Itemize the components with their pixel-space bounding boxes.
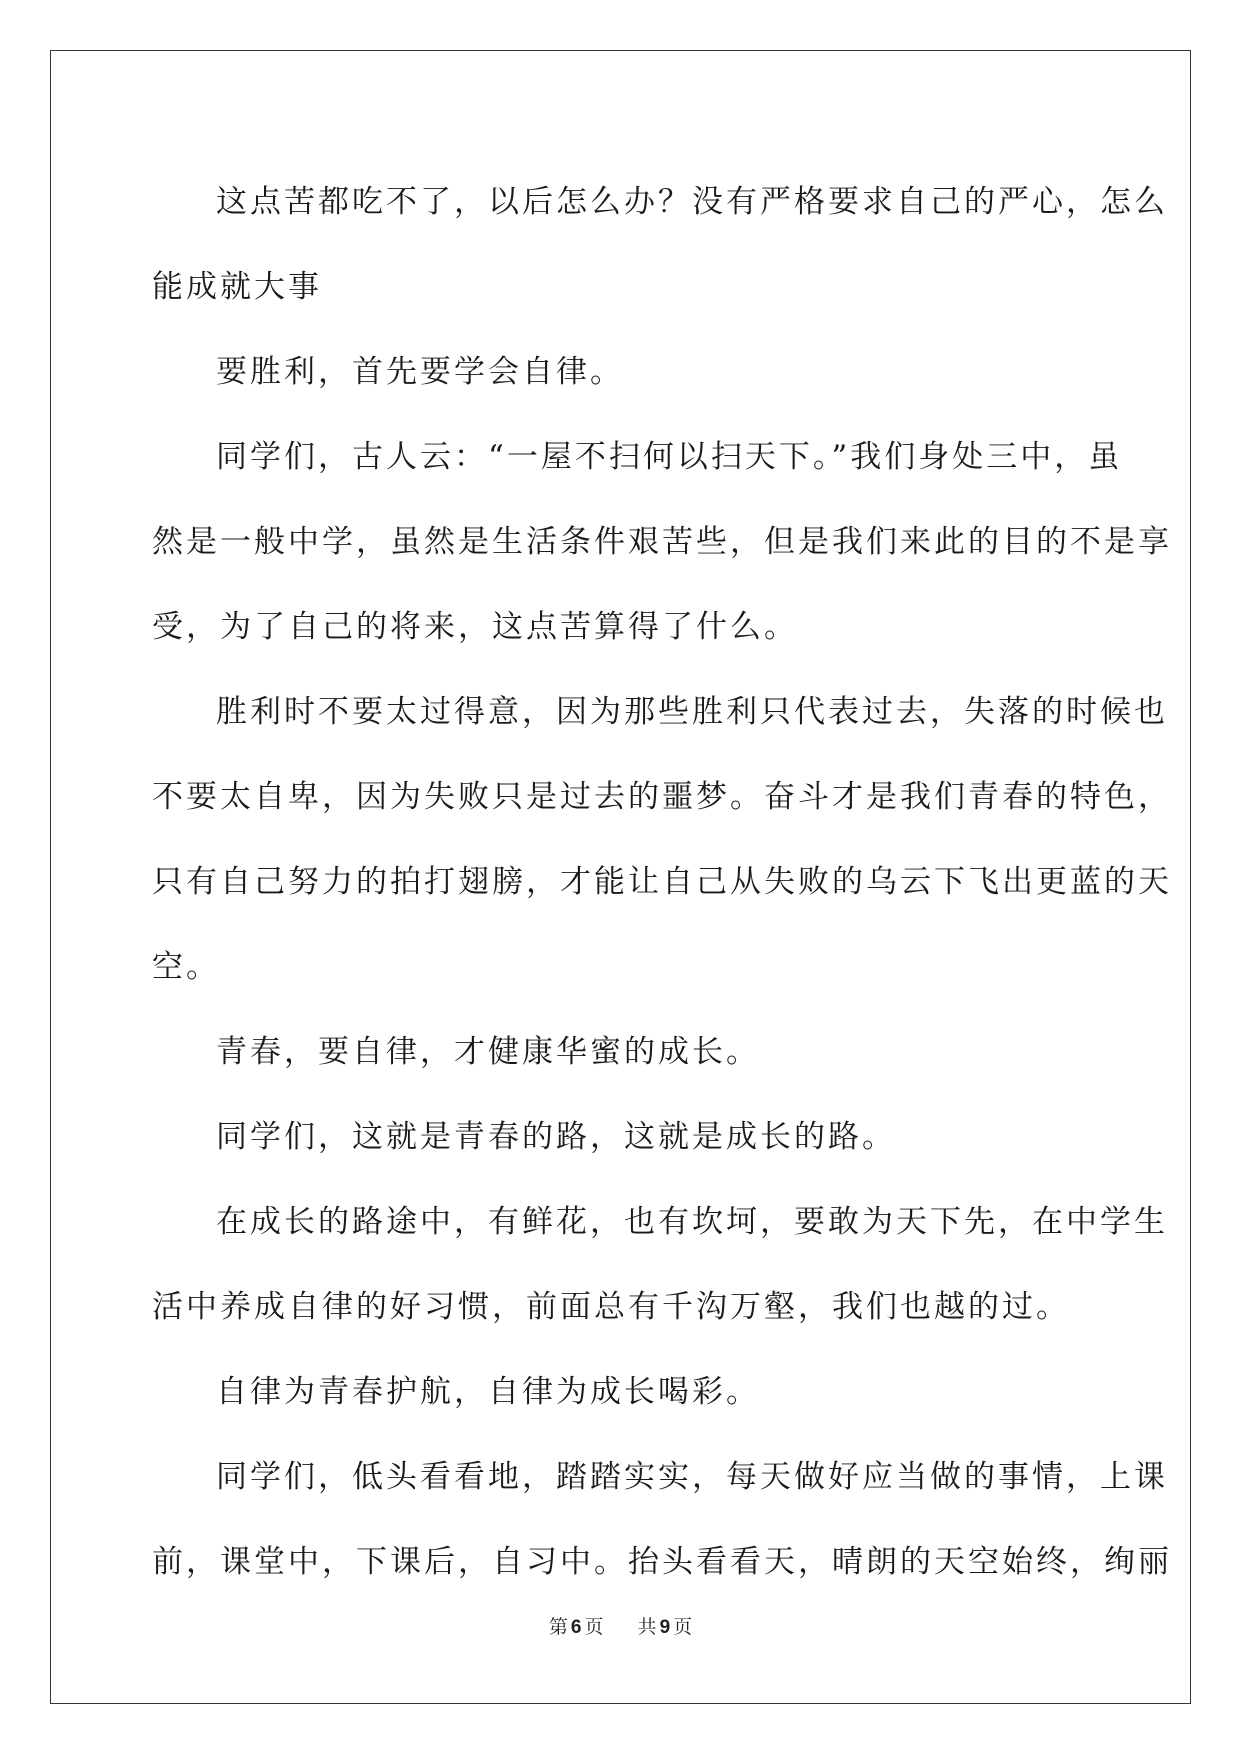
paragraph bbox=[152, 415, 1172, 670]
paragraph bbox=[152, 670, 1172, 1010]
total-prefix: 共 bbox=[637, 1616, 657, 1638]
text-line: 这点苦都吃不了，以后怎么办？没有严格要求自己的严心，怎么 bbox=[216, 184, 1168, 220]
text-line: 同学们，古人云：“一屋不扫何以扫天下。”我们身处三中，虽 bbox=[216, 439, 1123, 475]
text-line: 同学们，低头看看地，踏踏实实，每天做好应当做的事情，上课 bbox=[216, 1459, 1168, 1495]
page-suffix: 页 bbox=[584, 1616, 604, 1638]
page-footer bbox=[0, 1612, 1241, 1639]
text-line: 受，为了自己的将来，这点苦算得了什么。 bbox=[152, 609, 798, 645]
text-line: 在成长的路途中，有鲜花，也有坎坷，要敢为天下先，在中学生 bbox=[216, 1204, 1168, 1240]
paragraph bbox=[152, 1095, 1092, 1180]
text-line: 前，课堂中，下课后，自习中。抬头看看天，晴朗的天空始终，绚丽 bbox=[152, 1544, 1172, 1580]
text-line: 只有自己努力的拍打翅膀，才能让自己从失败的乌云下飞出更蓝的天 bbox=[152, 864, 1172, 900]
page-total-label bbox=[638, 1616, 693, 1638]
text-line: 然是一般中学，虽然是生活条件艰苦些，但是我们来此的目的不是享 bbox=[152, 524, 1172, 560]
document-body bbox=[152, 160, 1172, 1605]
text-line: 同学们，这就是青春的路，这就是成长的路。 bbox=[216, 1119, 896, 1155]
paragraph bbox=[152, 1435, 1172, 1605]
text-line: 青春，要自律，才健康华蜜的成长。 bbox=[216, 1034, 760, 1070]
paragraph bbox=[152, 1010, 1092, 1095]
paragraph bbox=[152, 1180, 1168, 1350]
text-line: 能成就大事 bbox=[152, 269, 322, 305]
text-line: 空。 bbox=[152, 949, 220, 985]
page-current: 6 bbox=[570, 1617, 582, 1638]
text-line: 活中养成自律的好习惯，前面总有千沟万壑，我们也越的过。 bbox=[152, 1289, 1070, 1325]
paragraph bbox=[152, 160, 1168, 330]
total-suffix: 页 bbox=[673, 1616, 693, 1638]
paragraph bbox=[152, 330, 1092, 415]
page-prefix: 第 bbox=[548, 1616, 568, 1638]
paragraph bbox=[152, 1350, 1092, 1435]
text-line: 胜利时不要太过得意，因为那些胜利只代表过去，失落的时候也 bbox=[216, 694, 1168, 730]
text-line: 自律为青春护航，自律为成长喝彩。 bbox=[216, 1374, 760, 1410]
text-line: 不要太自卑，因为失败只是过去的噩梦。奋斗才是我们青春的特色， bbox=[152, 779, 1172, 815]
page-total: 9 bbox=[659, 1617, 671, 1638]
page-number-label bbox=[549, 1616, 610, 1638]
text-line: 要胜利，首先要学会自律。 bbox=[216, 354, 624, 390]
